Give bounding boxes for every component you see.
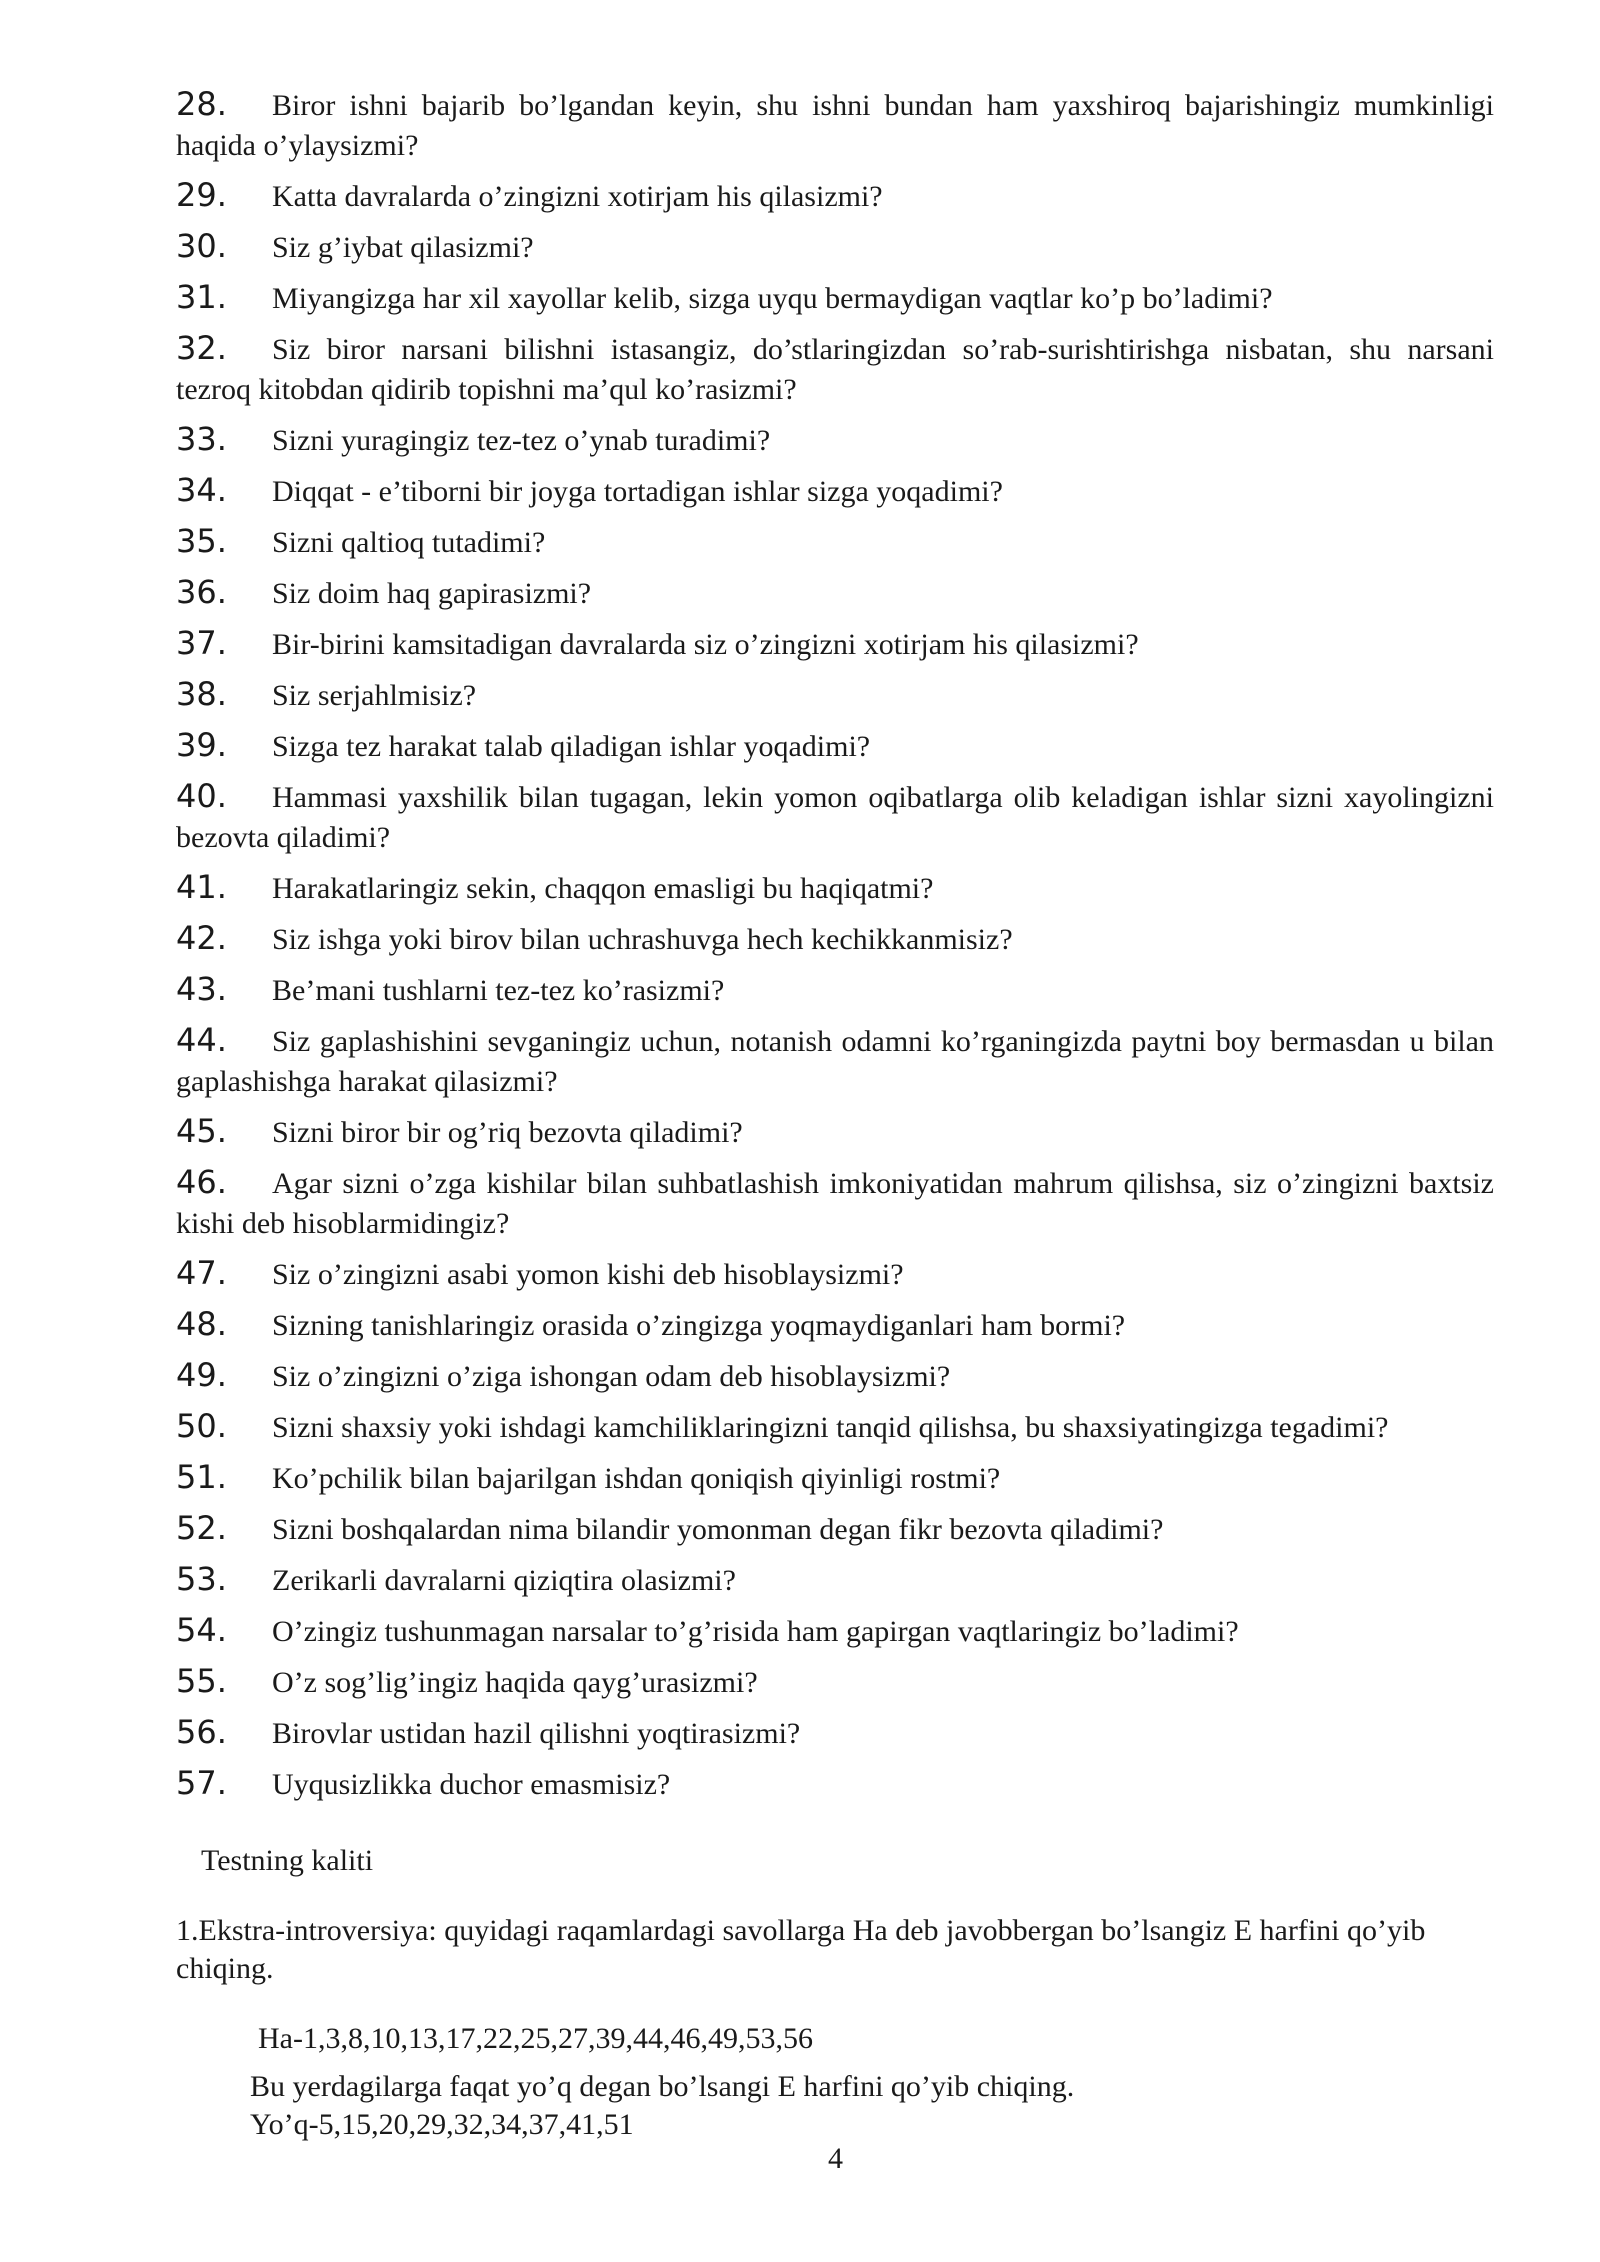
question-number: 32. [176,329,227,367]
question-text: Sizni yuragingiz tez-tez o’ynab turadimi? [272,424,771,457]
question-number: 31. [176,278,227,316]
question-item [176,521,1494,572]
question-paragraph [176,1661,1494,1703]
question-paragraph [176,470,1494,512]
question-item [176,776,1494,867]
question-paragraph [176,328,1494,410]
question-item [176,623,1494,674]
question-paragraph [176,1508,1494,1550]
question-text: O’zingiz tushunmagan narsalar to’g’risida ham gapirgan vaqtlaringiz bo’ladimi? [272,1615,1239,1648]
question-text: O’z sog’lig’ingiz haqida qayg’urasizmi? [272,1666,758,1699]
key-no-line: Yo’q-5,15,20,29,32,34,37,41,51 [250,2108,634,2141]
question-text: Bir-birini kamsitadigan davralarda siz o’zingizni xotirjam his qilasizmi? [272,628,1139,661]
question-paragraph [176,1111,1494,1153]
question-item [176,1111,1494,1162]
question-item [176,175,1494,226]
question-text: Siz gaplashishini sevganingiz uchun, notanish odamni ko’rganingizda paytni boy bermasdan u bilan gaplashishga harakat qilasizmi? [176,1025,1494,1098]
question-item [176,1406,1494,1457]
question-number: 51. [176,1458,227,1496]
question-paragraph [176,1559,1494,1601]
question-item [176,1162,1494,1253]
question-item [176,867,1494,918]
question-text: Siz serjahlmisiz? [272,679,477,712]
question-number: 38. [176,675,227,713]
question-text: Sizni biror bir og’riq bezovta qiladimi? [272,1116,743,1149]
question-number: 39. [176,726,227,764]
key-yes-line: Ha-1,3,8,10,13,17,22,25,27,39,44,46,49,53,56 [258,2022,813,2055]
question-text: Sizga tez harakat talab qiladigan ishlar yoqadimi? [272,730,871,763]
question-number: 37. [176,624,227,662]
question-paragraph [176,1355,1494,1397]
question-text: Be’mani tushlarni tez-tez ko’rasizmi? [272,974,725,1007]
question-number: 34. [176,471,227,509]
question-item [176,572,1494,623]
question-paragraph [176,776,1494,858]
question-number: 47. [176,1254,227,1292]
question-number: 33. [176,420,227,458]
question-number: 57. [176,1764,227,1802]
question-paragraph [176,1253,1494,1295]
question-paragraph [176,1610,1494,1652]
question-number: 30. [176,227,227,265]
question-paragraph [176,1457,1494,1499]
question-item [176,725,1494,776]
question-text: Siz g’iybat qilasizmi? [272,231,534,264]
question-paragraph [176,725,1494,767]
question-text: Siz o’zingizni o’ziga ishongan odam deb hisoblaysizmi? [272,1360,951,1393]
question-item [176,918,1494,969]
question-number: 55. [176,1662,227,1700]
question-number: 46. [176,1163,227,1201]
question-item [176,969,1494,1020]
question-item [176,1304,1494,1355]
question-item [176,1253,1494,1304]
question-number: 43. [176,970,227,1008]
question-text: Sizni qaltioq tutadimi? [272,526,546,559]
question-paragraph [176,277,1494,319]
question-text: Sizni boshqalardan nima bilandir yomonman degan fikr bezovta qiladimi? [272,1513,1164,1546]
question-item [176,470,1494,521]
question-number: 40. [176,777,227,815]
question-number: 48. [176,1305,227,1343]
key-title: Testning kaliti [201,1844,374,1877]
question-item [176,1355,1494,1406]
question-item [176,84,1494,175]
key-paragraph: 1.Ekstra-introversiya: quyidagi raqamlardagi savollarga Ha deb javobbergan bo’lsangiz E harfini qo’yib chiqing. [176,1914,1426,1985]
question-number: 28. [176,85,227,123]
question-paragraph [176,419,1494,461]
question-number: 42. [176,919,227,957]
question-paragraph [176,969,1494,1011]
question-paragraph [176,1162,1494,1244]
question-number: 41. [176,868,227,906]
question-number: 56. [176,1713,227,1751]
question-number: 45. [176,1112,227,1150]
question-item [176,277,1494,328]
question-number: 52. [176,1509,227,1547]
question-paragraph [176,1304,1494,1346]
question-number: 54. [176,1611,227,1649]
question-text: Sizni shaxsiy yoki ishdagi kamchiliklaringizni tanqid qilishsa, bu shaxsiyatingizga tegadimi? [272,1411,1389,1444]
question-number: 50. [176,1407,227,1445]
question-text: Diqqat - e’tiborni bir joyga tortadigan ishlar sizga yoqadimi? [272,475,1003,508]
question-number: 44. [176,1021,227,1059]
question-text: Siz doim haq gapirasizmi? [272,577,592,610]
question-number: 29. [176,176,227,214]
question-item [176,1610,1494,1661]
question-text: Miyangizga har xil xayollar kelib, sizga uyqu bermaydigan vaqtlar ko’p bo’ladimi? [272,282,1273,315]
question-paragraph [176,1763,1494,1805]
question-item [176,419,1494,470]
question-item [176,674,1494,725]
question-paragraph [176,1406,1494,1448]
question-text: Zerikarli davralarni qiziqtira olasizmi? [272,1564,736,1597]
question-text: Harakatlaringiz sekin, chaqqon emasligi bu haqiqatmi? [272,872,934,905]
question-text: Ko’pchilik bilan bajarilgan ishdan qoniqish qiyinligi rostmi? [272,1462,1001,1495]
question-number: 36. [176,573,227,611]
question-text: Siz ishga yoki birov bilan uchrashuvga hech kechikkanmisiz? [272,923,1013,956]
question-paragraph [176,84,1494,166]
question-paragraph [176,674,1494,716]
question-number: 35. [176,522,227,560]
question-text: Sizning tanishlaringiz orasida o’zingizga yoqmaydiganlari ham bormi? [272,1309,1126,1342]
question-item [176,328,1494,419]
questions-list [176,84,1494,1814]
question-paragraph [176,918,1494,960]
question-text: Agar sizni o’zga kishilar bilan suhbatlashish imkoniyatidan mahrum qilishsa, siz o’zingizni baxtsiz kishi deb hisoblarmidingiz? [176,1167,1494,1240]
page-number: 4 [828,2142,843,2175]
question-paragraph [176,1020,1494,1102]
key-note: Bu yerdagilarga faqat yo’q degan bo’lsangi E harfini qo’yib chiqing. [250,2070,1075,2103]
question-text: Biror ishni bajarib bo’lgandan keyin, shu ishni bundan ham yaxshiroq bajarishingiz mumkinligi haqida o’ylaysizmi? [176,89,1494,162]
question-text: Katta davralarda o’zingizni xotirjam his qilasizmi? [272,180,883,213]
question-item [176,1508,1494,1559]
question-item [176,1763,1494,1814]
question-item [176,1712,1494,1763]
question-text: Siz o’zingizni asabi yomon kishi deb hisoblaysizmi? [272,1258,904,1291]
question-item [176,1559,1494,1610]
question-number: 53. [176,1560,227,1598]
question-text: Hammasi yaxshilik bilan tugagan, lekin yomon oqibatlarga olib keladigan ishlar sizni xayolingizni bezovta qiladimi? [176,781,1494,854]
question-paragraph [176,867,1494,909]
question-paragraph [176,175,1494,217]
question-item [176,1661,1494,1712]
question-item [176,226,1494,277]
question-paragraph [176,226,1494,268]
question-paragraph [176,1712,1494,1754]
question-paragraph [176,623,1494,665]
question-item [176,1020,1494,1111]
question-paragraph [176,521,1494,563]
question-number: 49. [176,1356,227,1394]
question-paragraph [176,572,1494,614]
question-text: Siz biror narsani bilishni istasangiz, do’stlaringizdan so’rab-surishtirishga nisbatan, shu narsani tezroq kitobdan qidirib topishni ma’qul ko’rasizmi? [176,333,1494,406]
question-text: Uyqusizlikka duchor emasmisiz? [272,1768,671,1801]
question-text: Birovlar ustidan hazil qilishni yoqtirasizmi? [272,1717,801,1750]
question-item [176,1457,1494,1508]
